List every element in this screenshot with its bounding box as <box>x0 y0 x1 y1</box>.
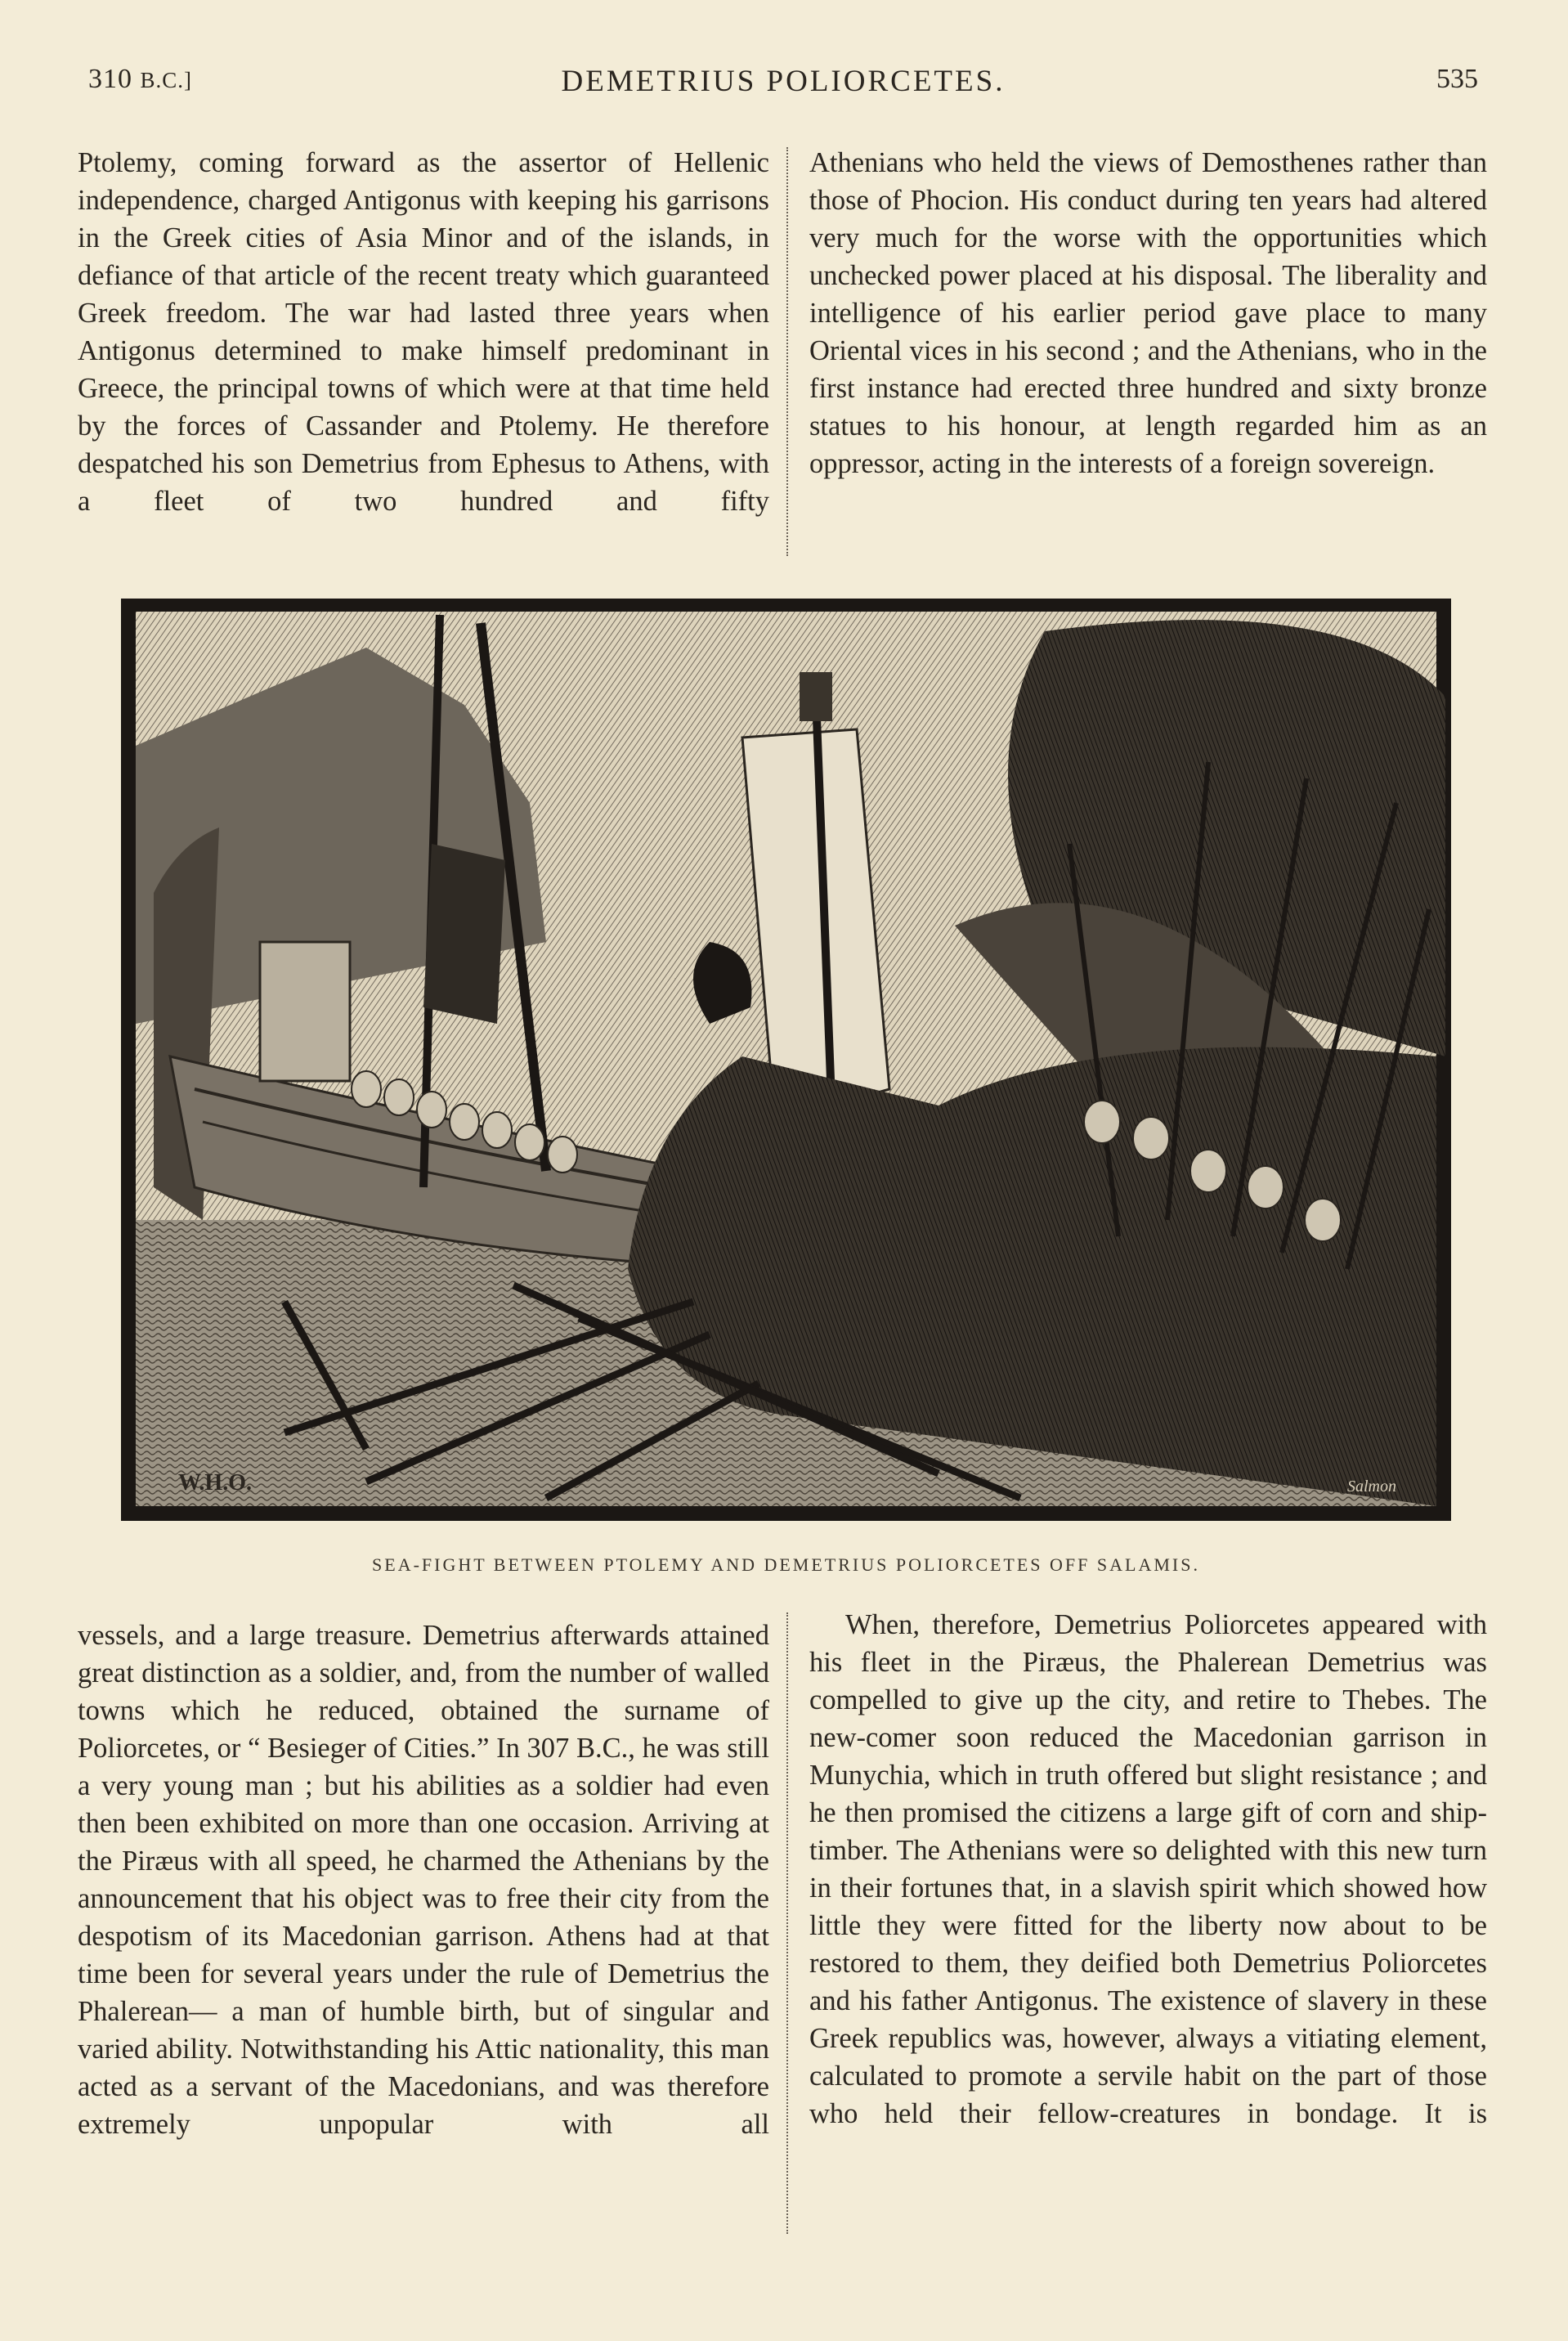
running-header <box>88 64 1478 113</box>
page-number: 535 <box>1436 64 1478 94</box>
bottom-left-column <box>78 1617 769 2143</box>
column-divider-top <box>786 147 788 556</box>
header-era: B.C.] <box>140 68 193 92</box>
bottom-right-column <box>809 1606 1487 2132</box>
top-left-column <box>78 144 769 520</box>
header-title: DEMETRIUS POLIORCETES. <box>561 65 1006 98</box>
engraver-signature-right: Salmon <box>1347 1478 1396 1496</box>
illustration-caption: SEA-FIGHT BETWEEN PTOLEMY AND DEMETRIUS POLIORCETES OFF SALAMIS. <box>372 1554 1200 1575</box>
deck-tower <box>260 942 350 1081</box>
top-left-paragraph: Ptolemy, coming forward as the assertor of Hellenic independence, charged Antigonus with keeping his garrisons in the Greek cities of Asia Minor and of the islands, in defiance of that article of the recent treaty which guaranteed Greek freedom. The war had lasted three years when Antigonus determined to make himself predominant in Greece, the principal towns of which were at that time held by the forces of Cassander and Ptolemy. He therefore despatched his son Demetrius from Ephesus to Athens, with a fleet of two hundred and fifty <box>78 147 769 517</box>
header-year: 310 <box>88 64 132 94</box>
lantern <box>800 672 832 721</box>
sea-fight-engraving <box>121 599 1451 1521</box>
bottom-left-paragraph: vessels, and a large treasure. Demetrius afterwards attained great distinction as a soldier, and, from the number of walled towns which he reduced, obtained the surname of Poliorcetes, or “ Besieger of Cities.” In 307 B.C., he was still a very young man ; but his abilities as a soldier had even then been exhibited on more than one occasion. Arriving at the Piræus with all speed, he charmed the Athenians by the announcement that his object was to free their city from the despotism of its Macedonian garrison. Athens had at that time been for several years under the rule of Demetrius the Phalerean— a man of humble birth, but of singular and varied ability. Notwithstanding his Attic nationality, this man acted as a servant of the Macedonians, and was therefore extremely unpopular with all <box>78 1620 769 2140</box>
engraver-signature-left: W.H.O. <box>178 1470 252 1496</box>
sail-left <box>423 844 505 1024</box>
bottom-right-paragraph: When, therefore, Demetrius Poliorcetes appeared with his fleet in the Piræus, the Phalerean Demetrius was compelled to give up the city, and retire to Thebes. The new-comer soon reduced the Macedonian garrison in Munychia, which in truth offered but slight resistance ; and he then promised the citizens a large gift of corn and ship-timber. The Athenians were so delighted with this new turn in their fortunes that, in a slavish spirit which showed how little they were fitted for the liberty now about to be restored to them, they deified both Demetrius Poliorcetes and his father Antigonus. The existence of slavery in these Greek republics was, however, always a vitiating element, calculated to promote a servile habit on the part of those who held their fellow-creatures in bondage. It is <box>809 1609 1487 2129</box>
top-right-column <box>809 144 1487 482</box>
engraving-illustration <box>121 599 1451 1521</box>
top-right-paragraph: Athenians who held the views of Demosthenes rather than those of Phocion. His conduct during ten years had altered very much for the worse with the opportunities which unchecked power placed at his disposal. The liberality and intelligence of his earlier period gave place to many Oriental vices in his second ; and the Athenians, who in the first instance had erected three hundred and sixty bronze statues to his honour, at length regarded him as an oppressor, acting in the interests of a foreign sovereign. <box>809 147 1487 479</box>
column-divider-bottom <box>786 1612 788 2234</box>
